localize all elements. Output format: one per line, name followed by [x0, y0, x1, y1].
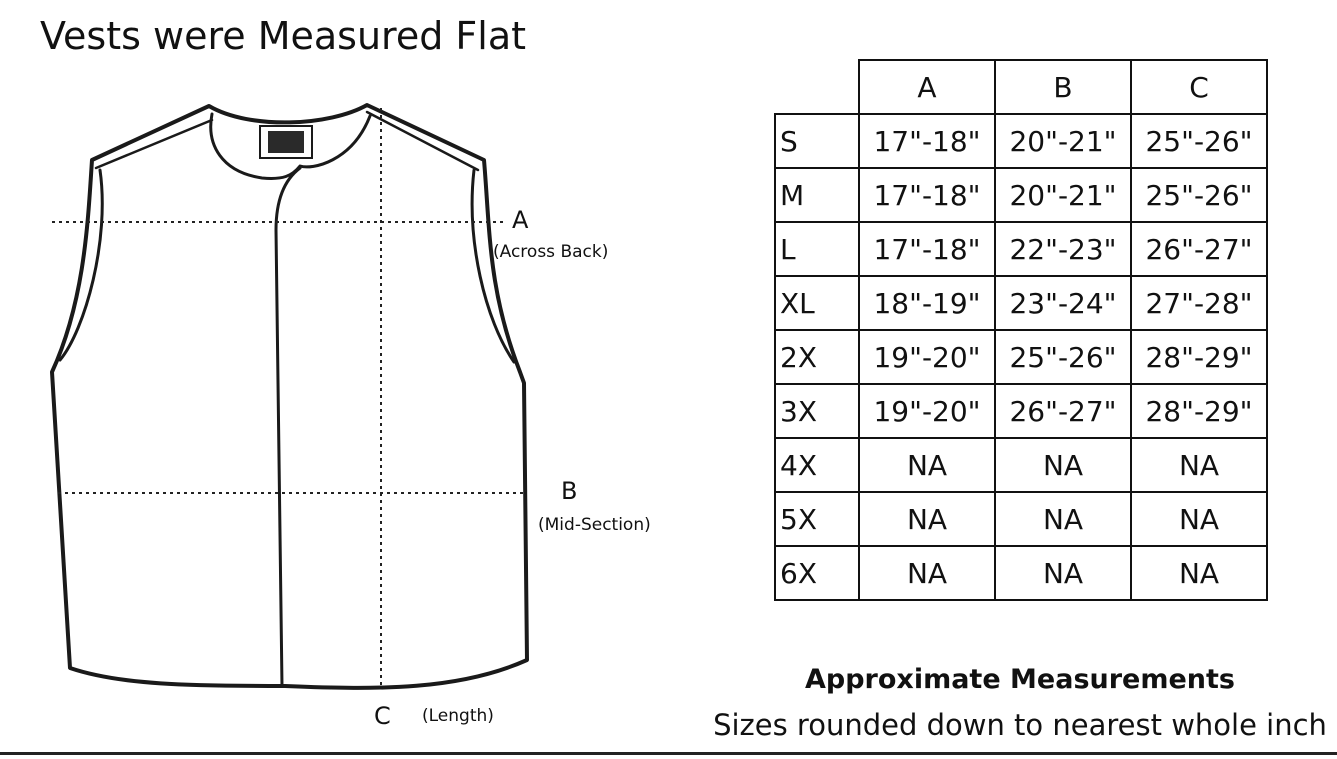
- label-c-sub: (Length): [422, 706, 494, 726]
- cell-b: 26"-27": [995, 384, 1131, 438]
- cell-a: 19"-20": [859, 330, 995, 384]
- table-row: [775, 384, 1267, 438]
- row-size-label: 2X: [775, 330, 859, 384]
- table-row: [775, 222, 1267, 276]
- table-row: [775, 492, 1267, 546]
- cell-a: 17"-18": [859, 168, 995, 222]
- table-corner-cell: [775, 60, 859, 114]
- row-size-label: M: [775, 168, 859, 222]
- vest-shoulder-seam-left: [96, 120, 212, 168]
- cell-a: 19"-20": [859, 384, 995, 438]
- row-size-label: 4X: [775, 438, 859, 492]
- cell-a: NA: [859, 492, 995, 546]
- cell-b: 25"-26": [995, 330, 1131, 384]
- table-header-row: [775, 60, 1267, 114]
- table-row: [775, 330, 1267, 384]
- column-header-a: A: [859, 60, 995, 114]
- cell-a: 17"-18": [859, 114, 995, 168]
- cell-b: NA: [995, 438, 1131, 492]
- label-a-sub: (Across Back): [493, 242, 609, 262]
- cell-b: NA: [995, 546, 1131, 600]
- cell-c: NA: [1131, 438, 1267, 492]
- cell-c: 25"-26": [1131, 114, 1267, 168]
- table-row: [775, 276, 1267, 330]
- table-row: [775, 438, 1267, 492]
- label-c: C: [374, 702, 391, 730]
- row-size-label: XL: [775, 276, 859, 330]
- row-size-label: 3X: [775, 384, 859, 438]
- cell-a: NA: [859, 438, 995, 492]
- cell-c: NA: [1131, 492, 1267, 546]
- cell-b: 20"-21": [995, 168, 1131, 222]
- table-row: [775, 114, 1267, 168]
- cell-c: NA: [1131, 546, 1267, 600]
- bottom-divider: [0, 752, 1337, 755]
- cell-b: 22"-23": [995, 222, 1131, 276]
- vest-outline: [52, 105, 527, 688]
- cell-b: 20"-21": [995, 114, 1131, 168]
- cell-c: 28"-29": [1131, 384, 1267, 438]
- cell-c: 27"-28": [1131, 276, 1267, 330]
- vest-center-front: [276, 168, 300, 686]
- column-header-b: B: [995, 60, 1131, 114]
- cell-a: 17"-18": [859, 222, 995, 276]
- label-b-sub: (Mid-Section): [538, 515, 651, 535]
- row-size-label: 6X: [775, 546, 859, 600]
- table-row: [775, 168, 1267, 222]
- size-chart-table: [774, 59, 1268, 601]
- label-a: A: [512, 206, 529, 234]
- cell-b: 23"-24": [995, 276, 1131, 330]
- cell-b: NA: [995, 492, 1131, 546]
- row-size-label: L: [775, 222, 859, 276]
- column-header-c: C: [1131, 60, 1267, 114]
- table-row: [775, 546, 1267, 600]
- cell-c: 26"-27": [1131, 222, 1267, 276]
- cell-c: 28"-29": [1131, 330, 1267, 384]
- notes-subtext: Sizes rounded down to nearest whole inch: [713, 708, 1327, 742]
- row-size-label: S: [775, 114, 859, 168]
- label-b: B: [561, 477, 578, 505]
- notes-heading: Approximate Measurements: [804, 664, 1236, 695]
- row-size-label: 5X: [775, 492, 859, 546]
- cell-c: 25"-26": [1131, 168, 1267, 222]
- cell-a: NA: [859, 546, 995, 600]
- logo-tag: [260, 126, 312, 158]
- page-title: Vests were Measured Flat: [40, 14, 527, 58]
- vest-shoulder-seam-right: [367, 112, 478, 170]
- cell-a: 18"-19": [859, 276, 995, 330]
